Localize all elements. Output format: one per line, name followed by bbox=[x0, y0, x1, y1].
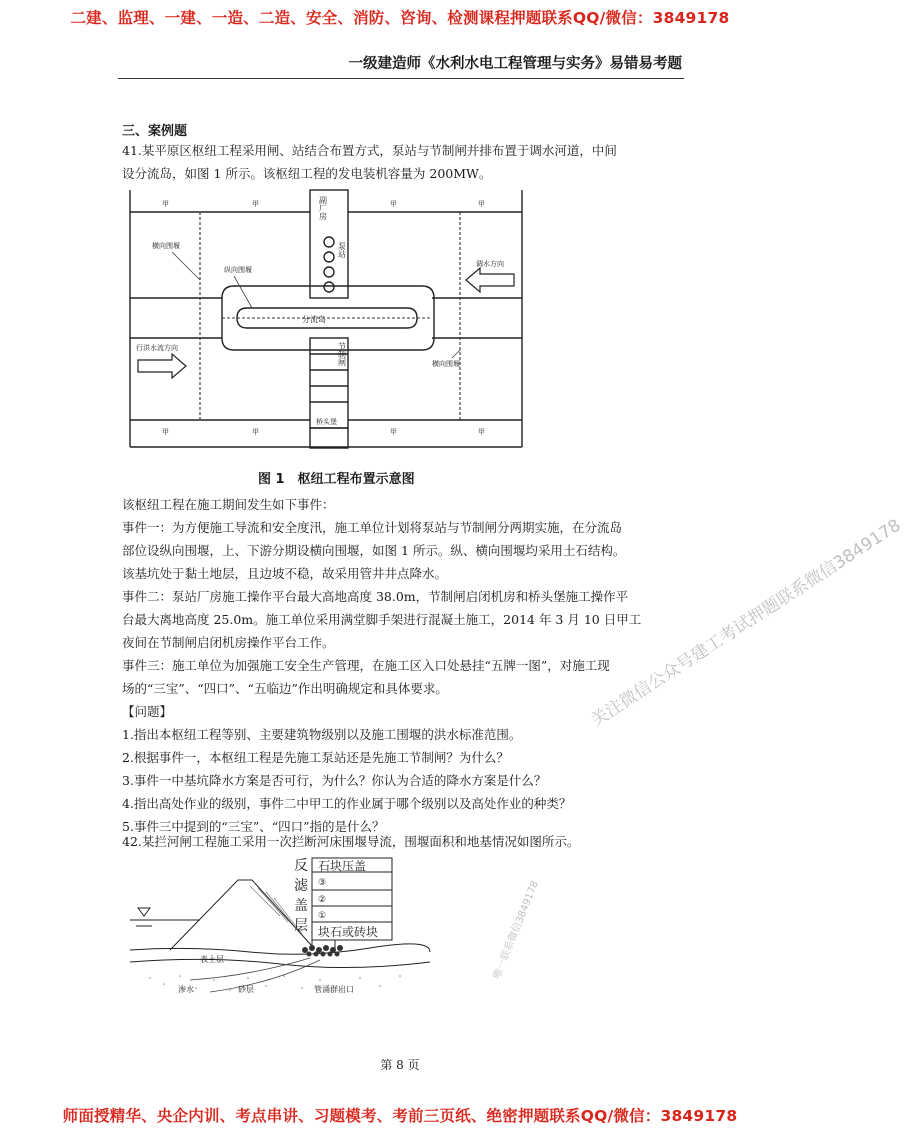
label-seepage: 渗水 bbox=[178, 985, 194, 994]
text-line: 该枢纽工程在施工期间发生如下事件： bbox=[122, 497, 335, 512]
label-pump-station: 泵站 bbox=[337, 242, 347, 258]
question-41-body bbox=[122, 493, 688, 838]
text-line: 场的“三宝”、“四口”、“五临边”作出明确规定和具体要求。 bbox=[122, 681, 448, 696]
text-line: 41.某平原区枢纽工程采用闸、站结合布置方式，泵站与节制闸并排布置于调水河道，中间 bbox=[122, 143, 617, 158]
label-lv: 滤 bbox=[294, 878, 308, 894]
label-auxiliary-powerhouse: 副厂房 bbox=[318, 196, 328, 220]
text-line: 2.根据事件一，本枢纽工程是先施工泵站还是先施工节制闸？为什么？ bbox=[122, 750, 509, 765]
hub-layout-diagram bbox=[122, 190, 522, 452]
label-jia: 甲 bbox=[478, 200, 485, 208]
label-stone-cover: 石块压盖 bbox=[318, 859, 367, 873]
text-line: 台最大离地高度 25.0m。施工单位采用满堂脚手架进行混凝土施工，2014 年 3 月 10 日甲工 bbox=[122, 612, 642, 627]
label-jia: 甲 bbox=[390, 200, 397, 208]
label-longitudinal-cofferdam: 纵向围堰 bbox=[224, 266, 252, 274]
question-41-intro bbox=[122, 139, 688, 185]
label-jia: 甲 bbox=[478, 428, 485, 436]
label-jia: 甲 bbox=[162, 428, 169, 436]
label-topsoil: 表土层 bbox=[200, 955, 224, 964]
text-line: 该基坑处于黏土地层，且边坡不稳，故采用管井井点降水。 bbox=[122, 566, 448, 581]
text-line: 5.事件三中提到的“三宝”、“四口”指的是什么？ bbox=[122, 819, 385, 834]
label-ceng: 层 bbox=[294, 918, 308, 934]
label-layer-2: ② bbox=[318, 895, 327, 905]
section-heading: 三、案例题 bbox=[122, 124, 188, 139]
label-diversion-island: 分流岛 bbox=[302, 315, 326, 324]
text-line: 3.事件一中基坑降水方案是否可行，为什么？你认为合适的降水方案是什么？ bbox=[122, 773, 547, 788]
label-jia: 甲 bbox=[162, 200, 169, 208]
label-gai: 盖 bbox=[294, 898, 308, 914]
label-flood-flow-direction: 行洪水流方向 bbox=[136, 344, 178, 352]
text-line: 事件二：泵站厂房施工操作平台最大高地高度 38.0m，节制闸启闭机房和桥头堡施工操作平 bbox=[122, 589, 629, 604]
page-number: 第 8 页 bbox=[380, 1058, 420, 1072]
promo-banner-top: 二建、监理、一建、一造、二造、安全、消防、咨询、检测课程押题联系QQ/微信：3849178 bbox=[70, 9, 730, 27]
header-divider bbox=[118, 78, 684, 79]
text-line: 设分流岛，如图 1 所示。该枢纽工程的发电装机容量为 200MW。 bbox=[122, 166, 492, 181]
label-piping-outlet: 管涌群出口 bbox=[314, 985, 354, 994]
label-fan: 反 bbox=[294, 858, 308, 874]
watermark: 关注微信公众号建工考试押题联系微信3849178 bbox=[587, 515, 905, 731]
text-line: 夜间在节制闸启闭机房操作平台工作。 bbox=[122, 635, 335, 650]
piping-section-diagram bbox=[130, 850, 430, 1010]
label-jia: 甲 bbox=[390, 428, 397, 436]
text-line: 42.某拦河闸工程施工采用一次拦断河床围堰导流，围堰面积和地基情况如图所示。 bbox=[122, 834, 580, 849]
label-transverse-cofferdam: 横向围堰 bbox=[152, 242, 180, 250]
watermark: 唯一联系微信3849178 bbox=[491, 879, 542, 981]
text-line: 事件三：施工单位为加强施工安全生产管理，在施工区入口处悬挂“五牌一图”，对施工现 bbox=[122, 658, 610, 673]
label-sluice-gate: 节制闸 bbox=[337, 342, 347, 366]
label-jia: 甲 bbox=[252, 200, 259, 208]
label-bridgehead: 桥头堡 bbox=[316, 418, 337, 426]
label-block-stone: 块石或砖块 bbox=[318, 925, 379, 939]
text-line: 1.指出本枢纽工程等别、主要建筑物级别以及施工围堰的洪水标准范围。 bbox=[122, 727, 522, 742]
figure-1-caption: 图 1 枢纽工程布置示意图 bbox=[258, 472, 415, 487]
text-line: 部位设纵向围堰，上、下游分期设横向围堰，如图 1 所示。纵、横向围堰均采用土石结构。 bbox=[122, 543, 626, 558]
promo-banner-bottom: 师面授精华、央企内训、考点串讲、习题模考、考前三页纸、绝密押题联系QQ/微信：3849178 bbox=[62, 1107, 738, 1125]
label-layer-3: ③ bbox=[318, 878, 327, 888]
label-diversion-direction: 调水方向 bbox=[476, 260, 504, 268]
text-line: 【问题】 bbox=[122, 704, 173, 719]
text-line: 事件一：为方便施工导流和安全度汛，施工单位计划将泵站与节制闸分两期实施，在分流岛 bbox=[122, 520, 623, 535]
label-transverse-cofferdam: 横向围堰 bbox=[432, 360, 460, 368]
label-jia: 甲 bbox=[252, 428, 259, 436]
label-sand-layer: 砂层 bbox=[238, 985, 254, 994]
label-layer-1: ① bbox=[318, 911, 327, 921]
text-line: 4.指出高处作业的级别，事件二中甲工的作业属于哪个级别以及高处作业的种类？ bbox=[122, 796, 572, 811]
document-title: 一级建造师《水利水电工程管理与实务》易错易考题 bbox=[348, 56, 682, 72]
